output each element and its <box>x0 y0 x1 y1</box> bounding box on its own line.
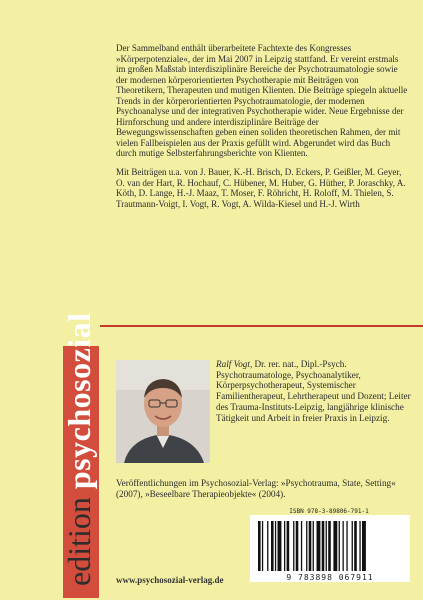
author-bio <box>216 359 413 423</box>
author-description: Dr. rer. nat., Dipl.-Psych. Psychotraumatologe, Psychoanalytiker, Körperpsychotherapeut, Systemischer Familientherapeut, Lehrtherapeut und Dozent; Leiter des Trauma-Instituts-Leipzig, langjährige klinische Tätigkeit und Arbeit in freier Praxis in Leipzig. <box>216 359 411 423</box>
divider-rule <box>100 325 423 327</box>
author-portrait-image <box>116 360 210 463</box>
author-photo <box>116 360 210 463</box>
publications-note: Veröffentlichungen im Psychosozial-Verlag: »Psychotrauma, State, Setting« (2007), »Beseelbare Therapieobjekte« (2004). <box>116 478 396 499</box>
isbn-barcode <box>250 515 410 582</box>
logo-word-edition: edition <box>61 497 97 586</box>
publisher-logo <box>58 312 100 592</box>
publisher-url[interactable]: www.psychosozial-verlag.de <box>116 575 224 585</box>
blurb-text <box>116 43 408 216</box>
blurb-paragraph: Der Sammelband enthält überarbeitete Fachtexte des Kongresses »Körperpotenziale«, der im Mai 2007 in Leipzig stattfand. Er vereint erstmals im großen Maßstab interdisziplinäre Bereiche der Psychotraumatologie sowie der modernen körperorientierten Psychotherapie mit Beiträgen von Theoretikern, Therapeuten und mutigen Klienten. Die Beiträge spiegeln aktuelle Trends in der körperorientierten Psychotraumatologie, der modernen Psychoanalyse und der integrativen Psychotherapie wider. Neue Ergebnisse der Hirnforschung und andere interdisziplinäre Beiträge der Bewegungswissenschaften geben einen soliden theoretischen Rahmen, der mit vielen Fallbeispielen aus der Praxis gefüllt wird. Abgerundet wird das Buch durch mutige Selbsterfahrungsberichte von Klienten. <box>116 43 408 159</box>
author-name: Ralf Vogt, <box>216 359 253 369</box>
logo-word-psychosozial: psychosozial <box>61 312 97 490</box>
contributors-paragraph: Mit Beiträgen u.a. von J. Bauer, K.-H. Brisch, D. Eckers, P. Geißler, M. Geyer, O. van der Hart, R. Hochauf, C. Hübener, M. Huber, G. Hüther, P. Joraschky, A. Köth, D. Lange, H.-J. Maaz, T. Moser, F. Röhricht, H. Roloff, M. Thielen, S. Trautmann-Voigt, I. Vogt, R. Vogt, A. Wilda-Kiesel und H.-J. Wirth <box>116 167 406 209</box>
isbn-label: ISBN 978-3-89806-791-1 <box>289 508 369 515</box>
barcode-digits: 9 783898 067911 <box>286 573 374 582</box>
barcode-image <box>250 515 410 582</box>
